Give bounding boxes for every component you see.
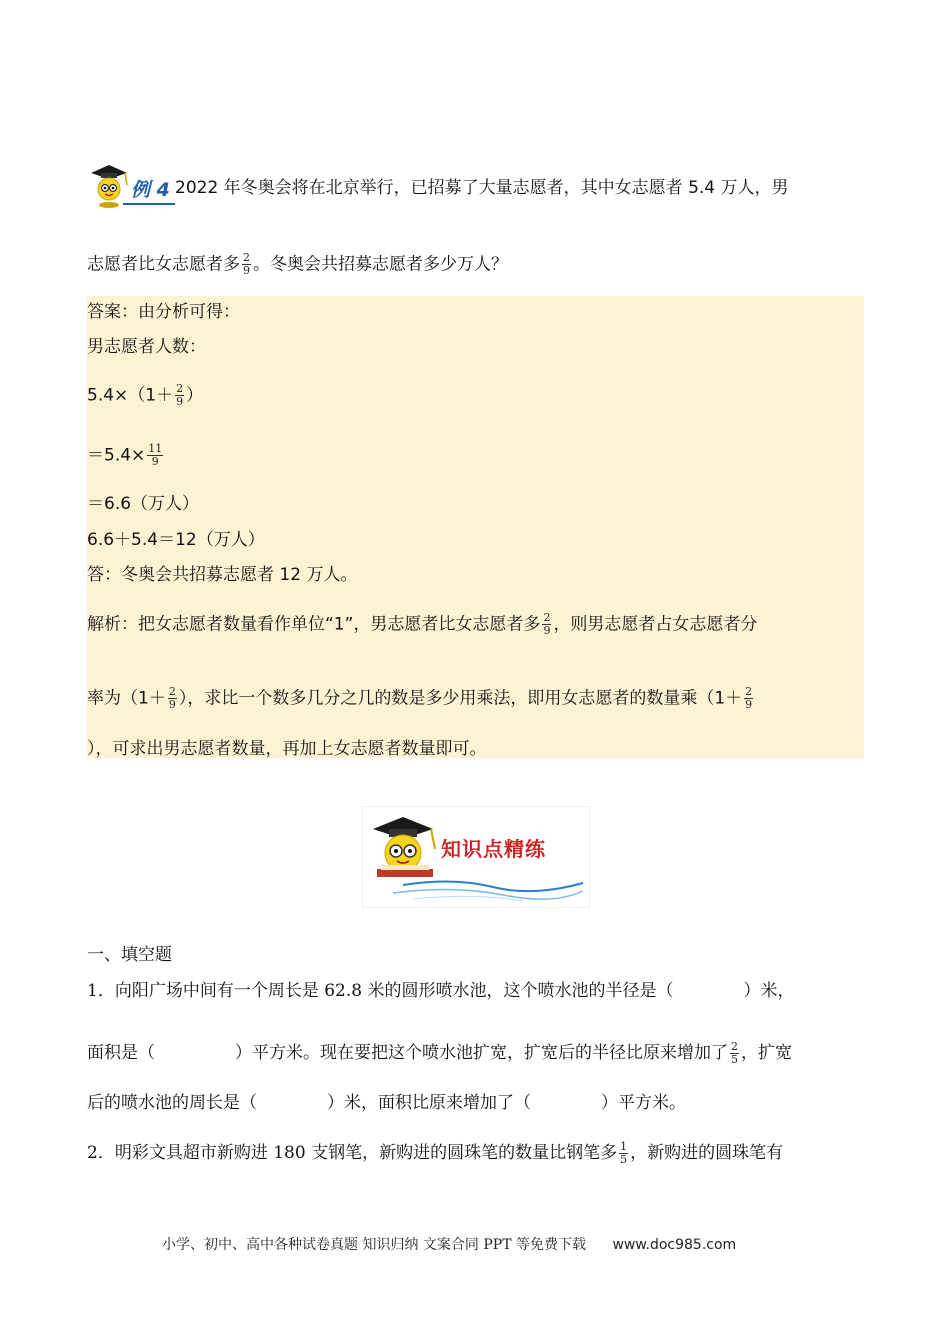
fraction: $\frac{1}{5}$ (620, 1140, 628, 1166)
footer (162, 1233, 736, 1257)
question-1-line-3: 后的喷水池的周长是（ ）米，面积比原来增加了（ ）平方米。 (87, 1093, 686, 1113)
fraction: $\frac{2}{9}$ (543, 611, 551, 637)
mascot-icon (87, 161, 131, 209)
section-title: 一、填空题 (87, 945, 172, 965)
answer-line-1: 答案：由分析可得： (87, 302, 240, 322)
question-1-line-2: 面积是（ ）平方米。现在要把这个喷水池扩宽，扩宽后的半径比原来增加了 $\frac{2}{5}$ ，扩宽 (87, 1040, 792, 1066)
answer-line-7: 答：冬奥会共招募志愿者 12 万人。 (87, 565, 358, 585)
fraction: $\frac{2}{9}$ (745, 685, 753, 711)
answer-line-5: ＝6.6（万人） (87, 494, 200, 514)
footer-text: 小学、初中、高中各种试卷真题 知识归纳 文案合同 PPT 等免费下载 (162, 1237, 586, 1253)
fraction: $\frac{2}{9}$ (176, 382, 184, 408)
example-text-line-2: 志愿者比女志愿者多 $\frac{2}{9}$ 。冬奥会共招募志愿者多少万人？ (87, 251, 508, 277)
fraction: $\frac{11}{9}$ (148, 442, 163, 468)
question-1-line-1: 1．向阳广场中间有一个周长是 62.8 米的圆形喷水池，这个喷水池的半径是（ ）米， (87, 981, 795, 1001)
fraction: $\frac{2}{9}$ (168, 685, 176, 711)
example-text-line-1: 2022 年冬奥会将在北京举行，已招募了大量志愿者，其中女志愿者 5.4 万人，男 (175, 178, 789, 198)
analysis-line-1: 解析：把女志愿者数量看作单位“1”，男志愿者比女志愿者多 $\frac{2}{9}$ ，则男志愿者占女志愿者分 (87, 611, 758, 637)
answer-line-4: ＝5.4× $\frac{11}{9}$ (87, 442, 163, 468)
analysis-line-2: 率为（1＋ $\frac{2}{9}$ ），求比一个数多几分之几的数是多少用乘法，即用女志愿者的数量乘（1＋ $\frac{2}{9}$ (87, 685, 753, 711)
answer-line-2: 男志愿者人数： (87, 337, 206, 357)
answer-line-3: 5.4×（1＋ $\frac{2}{9}$ ） (87, 382, 204, 408)
banner-title: 知识点精练 (441, 837, 546, 861)
badge-underline (123, 203, 175, 205)
answer-line-6: 6.6＋5.4＝12（万人） (87, 530, 265, 550)
fraction: $\frac{2}{9}$ (243, 251, 250, 277)
question-2-line-1: 2．明彩文具超市新购进 180 支钢笔，新购进的圆珠笔的数量比钢笔多 $\frac{1}{5}$ ，新购进的圆珠笔有 (87, 1140, 784, 1166)
fraction: $\frac{2}{5}$ (731, 1040, 738, 1066)
example-badge (87, 161, 175, 209)
example-badge-label: 例 4 (131, 179, 170, 201)
knowledge-banner (362, 806, 590, 908)
footer-link[interactable]: www.doc985.com (612, 1237, 737, 1253)
analysis-line-3: ），可求出男志愿者数量，再加上女志愿者数量即可。 (87, 739, 487, 759)
